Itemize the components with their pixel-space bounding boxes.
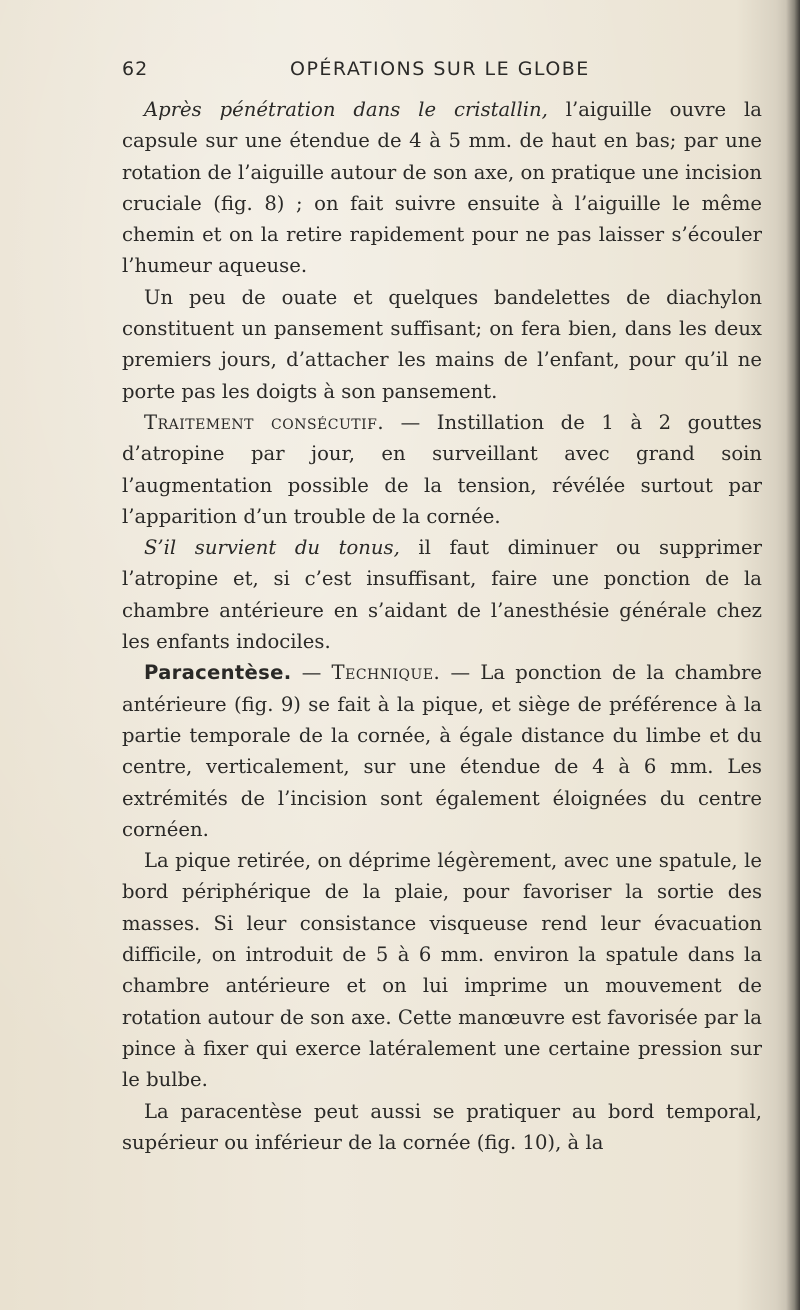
paragraph-5-dash: — (291, 661, 332, 685)
subheading-technique: Technique. (331, 661, 441, 685)
paragraph-1 (122, 94, 762, 282)
page-header (122, 58, 762, 88)
section-heading-paracentese: Paracentèse. (144, 661, 292, 685)
paragraph-7 (122, 1096, 762, 1159)
running-title: OPÉRATIONS SUR LE GLOBE (290, 58, 590, 80)
paragraph-4-text: il faut diminuer ou supprimer l’atropine et, si c’est insuffisant, faire une ponction de la chambre antérieure en s’aidant de l’anesthésie générale chez les enfants indociles. (122, 536, 762, 654)
paragraph-6 (122, 845, 762, 1095)
paragraph-5-text: — La ponction de la chambre antérieure (fig. 9) se fait à la pique, et siège de préférence à la partie temporale de la cornée, à égale distance du limbe et du centre, verticalement, sur une étendue de 4 à 6 mm. Les extrémités de l’incision sont également éloignées du centre cornéen. (122, 661, 762, 841)
paragraph-6-text: La pique retirée, on déprime légèrement, avec une spatule, le bord périphérique de la plaie, pour favoriser la sortie des masses. Si leur consistance visqueuse rend leur évacuation difficile, on introduit de 5 à 6 mm. environ la spatule dans la chambre antérieure et on lui imprime un mouvement de rotation autour de son axe. Cette manœuvre est favorisée par la pince à fixer qui exerce latéralement une certaine pression sur le bulbe. (122, 849, 762, 1092)
page-edge-shadow (786, 0, 800, 1310)
page-number: 62 (122, 58, 149, 80)
paragraph-4-italic-lead: S’il survient du tonus, (144, 536, 400, 560)
paragraph-5 (122, 657, 762, 845)
paragraph-1-italic-lead: Après pénétration dans le cristallin, (144, 98, 548, 121)
paragraph-4 (122, 532, 762, 657)
paragraph-2 (122, 282, 762, 407)
paragraph-7-text: La paracentèse peut aussi se pratiquer au bord temporal, supérieur ou inférieur de la cornée (fig. 10), à la (122, 1099, 762, 1154)
section-heading-traitement: Traitement consécutif. (144, 410, 385, 434)
paragraph-2-text: Un peu de ouate et quelques bandelettes de diachylon constituent un pansement suffisant; on fera bien, dans les deux premiers jours, d’attacher les mains de l’enfant, pour qu’il ne porte pas les doigts à son pansement. (122, 285, 762, 403)
paragraph-3-text: — Instillation de 1 à 2 gouttes d’atropine par jour, en surveillant avec grand soin l’augmentation possible de la tension, révélée surtout par l’apparition d’un trouble de la cornée. (122, 410, 762, 528)
paragraph-3 (122, 407, 762, 532)
body-text (122, 94, 762, 1158)
paragraph-1-text: l’aiguille ouvre la capsule sur une étendue de 4 à 5 mm. de haut en bas; par une rotation de l’aiguille autour de son axe, on pratique une incision cruciale (fig. 8) ; on fait suivre ensuite à l’aiguille le même chemin et on la retire rapidement pour ne pas laisser s’écouler l’humeur aqueuse. (122, 98, 762, 278)
